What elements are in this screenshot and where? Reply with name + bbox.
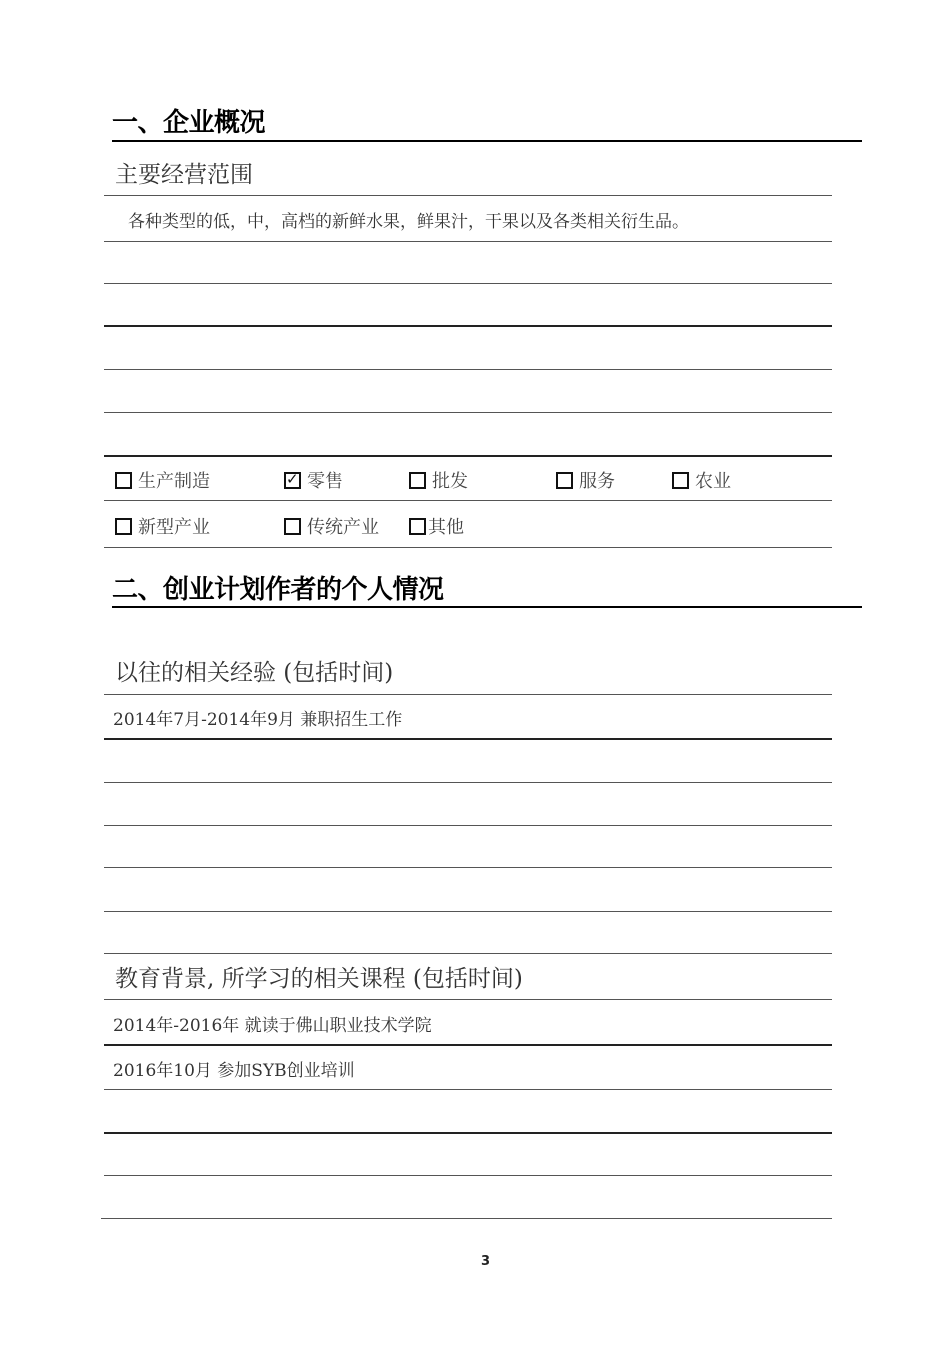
checkbox-label: 农业 <box>695 471 731 492</box>
education-entry: 2014年-2016年 就读于佛山职业技术学院 <box>113 1016 432 1036</box>
divider <box>104 412 832 413</box>
checkbox-label: 传统产业 <box>307 517 379 538</box>
education-heading: 教育背景, 所学习的相关课程 (包括时间) <box>115 966 523 992</box>
checkbox-new-industry[interactable] <box>115 513 210 539</box>
divider <box>104 738 832 740</box>
divider <box>104 1089 832 1090</box>
education-entry: 2016年10月 参加SYB创业培训 <box>113 1061 355 1081</box>
checkbox-agriculture[interactable] <box>672 467 731 493</box>
section-title-company-overview: 一、企业概况 <box>112 108 266 138</box>
divider <box>104 1044 832 1046</box>
divider <box>104 283 832 284</box>
divider <box>101 1218 832 1219</box>
checkbox-icon[interactable] <box>672 472 689 489</box>
checkbox-checked-icon[interactable] <box>284 472 301 489</box>
divider <box>104 782 832 783</box>
experience-heading: 以往的相关经验 (包括时间) <box>115 660 394 686</box>
checkbox-service[interactable] <box>556 467 615 493</box>
checkbox-traditional-industry[interactable] <box>284 513 379 539</box>
divider <box>104 500 832 501</box>
checkbox-label: 批发 <box>432 471 468 492</box>
checkbox-icon[interactable] <box>284 518 301 535</box>
divider <box>104 195 832 196</box>
divider <box>104 694 832 695</box>
divider <box>104 1175 832 1176</box>
divider <box>104 241 832 242</box>
checkbox-icon[interactable] <box>556 472 573 489</box>
checkbox-other[interactable] <box>409 513 464 539</box>
experience-entry: 2014年7月-2014年9月 兼职招生工作 <box>113 710 403 730</box>
divider <box>104 911 832 912</box>
section-rule <box>112 606 862 608</box>
business-scope-text: 各种类型的低，中，高档的新鲜水果，鲜果汁，干果以及各类相关衍生品。 <box>128 212 689 232</box>
checkbox-icon[interactable] <box>115 518 132 535</box>
section-rule <box>112 140 862 142</box>
checkbox-label: 生产制造 <box>138 471 210 492</box>
page-number: 3 <box>481 1254 491 1269</box>
checkbox-label: 零售 <box>307 471 343 492</box>
checkbox-label: 新型产业 <box>138 517 210 538</box>
divider <box>104 825 832 826</box>
checkbox-icon[interactable] <box>115 472 132 489</box>
checkbox-icon[interactable] <box>409 472 426 489</box>
checkbox-wholesale[interactable] <box>409 467 468 493</box>
divider <box>104 369 832 370</box>
checkbox-label: 其他 <box>428 517 464 538</box>
checkbox-retail[interactable] <box>284 467 343 493</box>
divider <box>104 455 832 457</box>
divider <box>104 325 832 327</box>
checkbox-label: 服务 <box>579 471 615 492</box>
business-scope-heading: 主要经营范围 <box>115 162 253 188</box>
divider <box>104 867 832 868</box>
divider <box>104 953 832 954</box>
section-title-author-info: 二、创业计划作者的个人情况 <box>112 575 444 605</box>
divider <box>104 999 832 1000</box>
divider <box>104 1132 832 1134</box>
divider <box>104 547 832 548</box>
checkbox-icon[interactable] <box>409 518 426 535</box>
checkbox-manufacturing[interactable] <box>115 467 210 493</box>
